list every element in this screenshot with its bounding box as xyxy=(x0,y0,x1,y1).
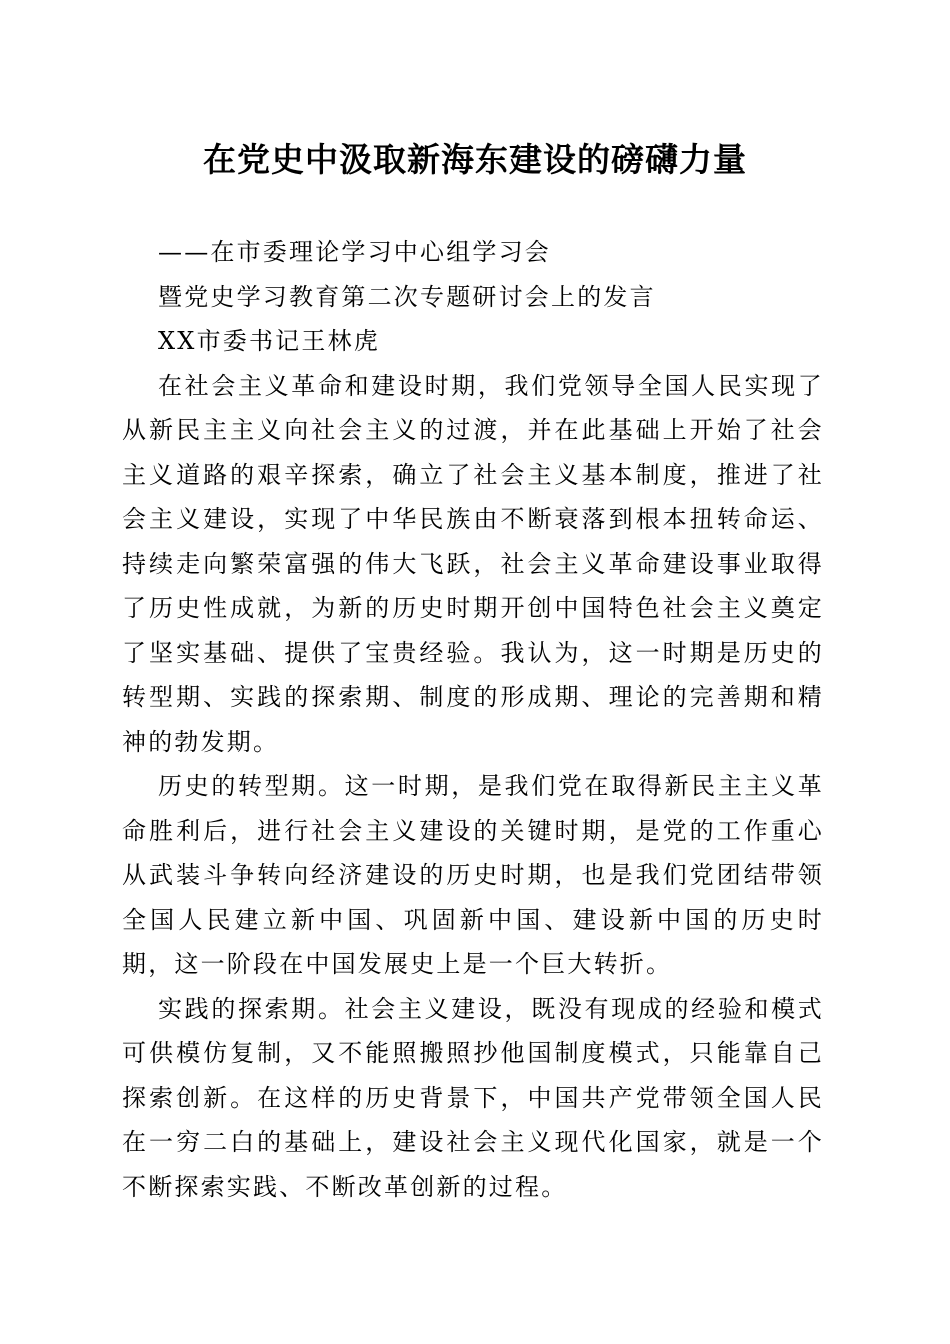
subtitle-line-2: 暨党史学习教育第二次专题研讨会上的发言 xyxy=(158,282,656,311)
author-line: XX市委书记王林虎 xyxy=(158,327,380,355)
paragraph-2: 历史的转型期。这一时期，是我们党在取得新民主主义革命胜利后，进行社会主义建设的关键时期，是党的工作重心从武装斗争转向经济建设的历史时期，也是我们党团结带领全国人民建立新中国、巩固新中国、建设新中国的历史时期，这一阶段在中国发展史上是一个巨大转折。 xyxy=(122,772,824,978)
paragraph-1: 在社会主义革命和建设时期，我们党领导全国人民实现了从新民主主义向社会主义的过渡，并在此基础上开始了社会主义道路的艰辛探索，确立了社会主义基本制度，推进了社会主义建设，实现了中华民族由不断衰落到根本扭转命运、持续走向繁荣富强的伟大飞跃，社会主义革命建设事业取得了历史性成就，为新的历史时期开创中国特色社会主义奠定了坚实基础、提供了宝贵经验。我认为，这一时期是历史的转型期、实践的探索期、制度的形成期、理论的完善期和精神的勃发期。 xyxy=(122,371,824,756)
document-body xyxy=(122,230,824,1209)
subtitle-line-1: ——在市委理论学习中心组学习会 xyxy=(158,238,551,266)
paragraph-3: 实践的探索期。社会主义建设，既没有现成的经验和模式可供模仿复制，又不能照搬照抄他国制度模式，只能靠自己探索创新。在这样的历史背景下，中国共产党带领全国人民在一穷二白的基础上，建设社会主义现代化国家，就是一个不断探索实践、不断改革创新的过程。 xyxy=(122,994,824,1201)
document-title: 在党史中汲取新海东建设的磅礴力量 xyxy=(203,140,747,179)
